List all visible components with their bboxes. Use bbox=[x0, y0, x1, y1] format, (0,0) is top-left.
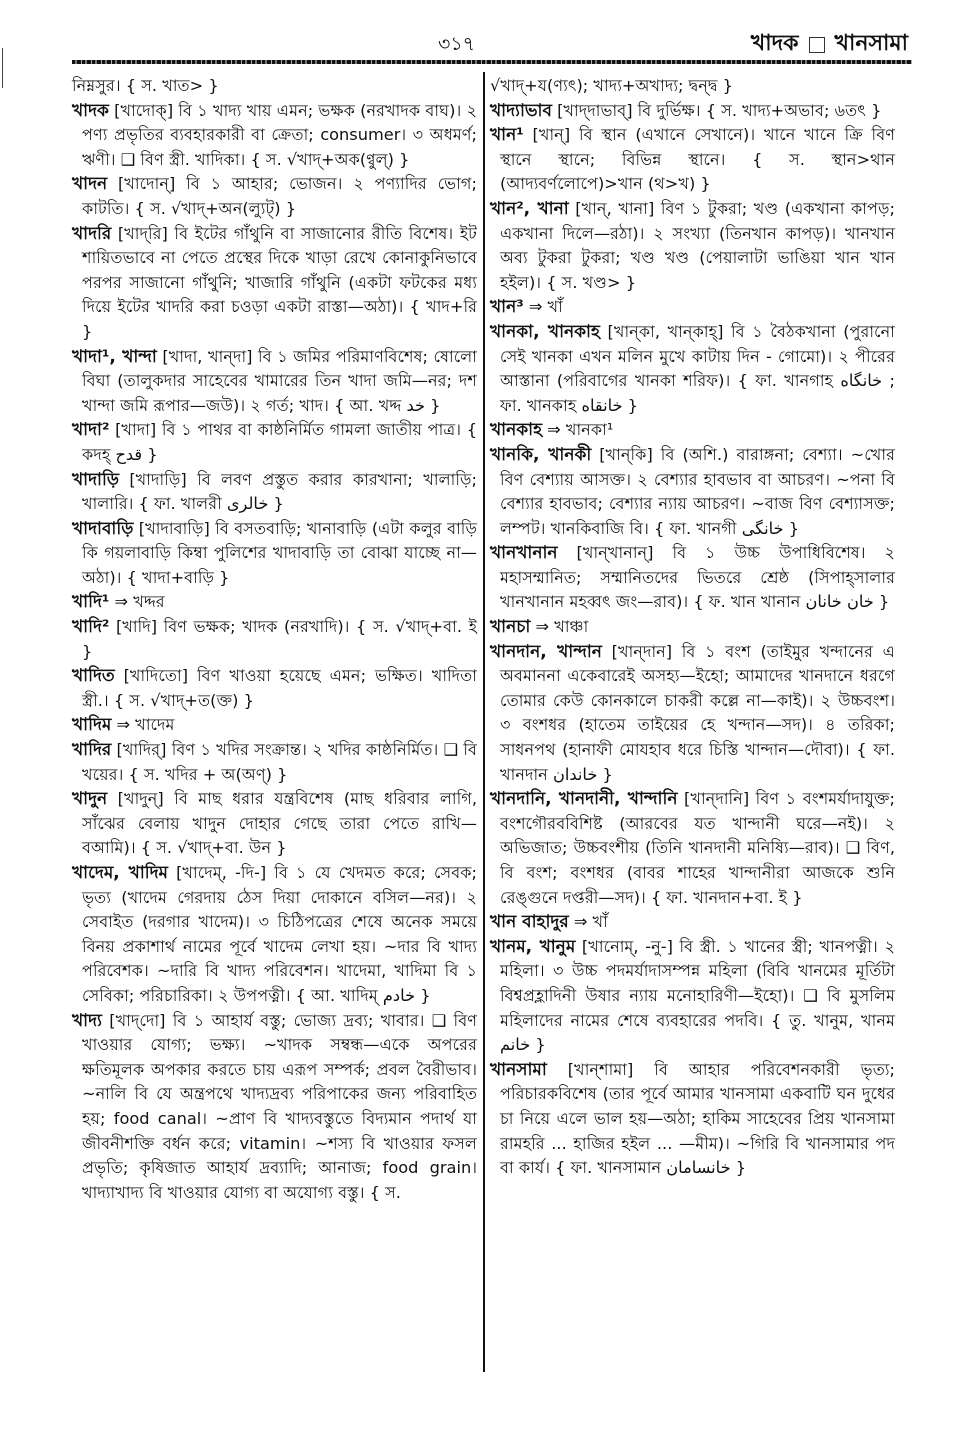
dictionary-entry bbox=[72, 345, 477, 419]
entry-definition: [খাদেম্, -দি-] বি ১ যে খেদমত করে; সেবক; ভৃত্য (খাদেম গেরদায় ঠেস দিয়া দোকানে বসিল—নর)। ২ সেবাইত (দরগার খাদেম)। ৩ চিঠিপত্রের শেষে অনেক সময়ে বিনয় প্রকাশার্থ নামের পূর্বে খাদেম লেখা হয়। ~দার বি খাদ্য পরিবেশক। ~দারি বি খাদ্য পরিবেশন। খাদেমা, খাদিমা বি ১ সেবিকা; পরিচারিকা। ২ উপপত্নী। { আ. খাদিম্ خادم } bbox=[82, 863, 477, 1005]
entry-definition: নিম্নসুর। { স. খাত> } bbox=[72, 76, 219, 95]
entry-headword: খান বাহাদুর bbox=[490, 912, 569, 933]
dictionary-entry bbox=[490, 1058, 895, 1181]
dictionary-entry bbox=[490, 418, 895, 443]
dictionary-entry bbox=[72, 861, 477, 1009]
entry-definition: [খাদোন্] বি ১ আহার; ভোজন। ২ পণ্যাদির ভোগ; কাটতি। { স. √খাদ্+অন(ল্যুট্) } bbox=[82, 174, 477, 218]
entry-headword: খাদ্যাভাব bbox=[490, 100, 552, 121]
entry-headword: খানদানি, খানদানী, খান্দানি bbox=[490, 789, 678, 810]
entry-definition: [খাদাড়ি] বি লবণ প্রস্তুত করার কারখানা; খালাড়ি; খালারি। { ফা. খালরী خالری } bbox=[82, 469, 477, 514]
dictionary-entry bbox=[490, 197, 895, 295]
dictionary-entry bbox=[72, 418, 477, 467]
entry-headword: খাদি¹ bbox=[72, 592, 110, 613]
entry-definition: [খাদুন্] বি মাছ ধরার যন্ত্রবিশেষ (মাছ ধরিবার লাগি, সাঁঝের বেলায় খাদুন দোহার গেছে তারা পেতে রাখি—বআমি)। { স. √খাদ্+বা. উন } bbox=[82, 789, 477, 858]
dictionary-entry bbox=[490, 787, 895, 910]
dictionary-entry bbox=[72, 222, 477, 345]
entry-headword: খাদা¹, খান্দা bbox=[72, 346, 157, 367]
entry-headword: খানকি, খানকী bbox=[490, 444, 592, 465]
entry-headword: খানকা, খানকাহ bbox=[490, 321, 600, 342]
left-column bbox=[72, 74, 477, 1205]
dictionary-entry bbox=[490, 640, 895, 788]
guide-word-last: খানসামা bbox=[834, 31, 908, 56]
dictionary-entry bbox=[490, 615, 895, 640]
entry-headword: খানসামা bbox=[490, 1059, 547, 1080]
entry-definition: [খাদা] বি ১ পাথর বা কাষ্ঠনির্মিত গামলা জাতীয় পাত্র। { কদহ্ قدح } bbox=[82, 420, 477, 464]
dictionary-entry bbox=[490, 910, 895, 935]
dictionary-entry bbox=[72, 713, 477, 738]
page-number: ৩১৭ bbox=[438, 33, 476, 55]
entry-definition: [খাদ্‌দো] বি ১ আহার্য বস্তু; ভোজ্য দ্রব্য; খাবার। ❑ বিণ খাওয়ার যোগ্য; ভক্ষ্য। ~খাদক সম্বন্ধ—একে অপরের ক্ষতিমূলক অপকার করতে চায় এরূপ সম্পর্ক; প্রবল বৈরীভাব। ~নালি বি যে অন্ত্রপথে খাদ্যদ্রব্য পরিপাকের জন্য পরিবাহিত হয়; food canal। ~প্রাণ বি খাদ্যবস্তুতে বিদ্যমান পদার্থ যা জীবনীশক্তি বর্ধন করে; vitamin। ~শস্য বি খাওয়ার ফসল প্রভৃতি; কৃষিজাত আহার্য দ্রব্যাদি; আনাজ; food grain। খাদ্যাখাদ্য বি খাওয়ার যোগ্য বা অযোগ্য বস্তু। { স. bbox=[82, 1010, 477, 1202]
entry-definition: ⇒ খদ্দর bbox=[109, 592, 165, 612]
running-head bbox=[751, 26, 908, 63]
entry-headword: খানকাহ bbox=[490, 420, 542, 441]
dictionary-entry bbox=[490, 295, 895, 320]
right-column bbox=[490, 74, 895, 1181]
entry-headword: খানচা bbox=[490, 617, 531, 638]
entry-definition: [খান্‌দানি] বিণ ১ বংশমর্যাদাযুক্ত; বংশগৌরববিশিষ্ট (আরবের যত খান্দানী ঘরে—নই)। ২ অভিজাত; উচ্চবংশীয় (তিনি খানদানী মনিষ্যি—রাব)। ❑ বিণ, বি বংশ; বংশধর (বাবর শাহের খান্দানীরা আজকে শুনি রেঙ্গুনে দপ্তরী—সদ)। { ফা. খানদান+বা. ই } bbox=[500, 789, 895, 907]
entry-definition: ⇒ খাদেম bbox=[111, 715, 175, 735]
column-divider bbox=[483, 72, 485, 1372]
entry-headword: খানদান, খান্দান bbox=[490, 641, 602, 662]
entry-headword: খানম, খানুম bbox=[490, 936, 576, 957]
guide-separator-icon bbox=[809, 37, 825, 53]
entry-definition: ⇒ খাঁ bbox=[568, 912, 608, 932]
entry-definition: ⇒ খাঁ bbox=[523, 297, 563, 317]
guide-word-first: খাদক bbox=[750, 31, 799, 56]
entry-headword: খাদরি bbox=[72, 223, 112, 244]
dictionary-entry bbox=[72, 615, 477, 664]
entry-headword: খাদুন bbox=[72, 789, 108, 810]
dictionary-entry bbox=[490, 935, 895, 1058]
entry-definition: [খাদি] বিণ ভক্ষক; খাদক (নরখাদি)। { স. √খাদ্+বা. ই } bbox=[82, 617, 477, 661]
dictionary-entry bbox=[72, 99, 477, 173]
entry-headword: খান³ bbox=[490, 297, 524, 318]
entry-definition: [খাদাবাড়ি] বি বসতবাড়ি; খানাবাড়ি (এটা কলুর বাড়ি কি গয়লাবাড়ি কিম্বা পুলিশের খাদাবাড়ি তা বোঝা যাচ্ছে না—অঠা)। { খাদা+বাড়ি } bbox=[82, 518, 477, 587]
page-edge-line bbox=[2, 48, 3, 88]
entry-definition: [খান্‌খানান্] বি ১ উচ্চ উপাধিবিশেষ। ২ মহাসম্মানিত; সম্মানিতদের ভিতরে শ্রেষ্ঠ (সিপাহ্‌সালার খানখানান মহব্বৎ জং—রাব)। { ফ. খান খানান خان خانان } bbox=[500, 543, 895, 612]
entry-headword: খাদিত bbox=[72, 666, 115, 687]
entry-definition: [খান্‌দান] বি ১ বংশ (তাইমুর খন্দানের এ অবমাননা একেবারেই অসহ্য—ইহো; আমাদের খানদানে ধরগে তোমার কেউ কোনকালে চাকরী কল্লে না—কাই)। ২ উচ্চবংশ। ৩ বংশধর (হাতেম তাইয়ের হে খন্দান—সদ)। ৪ তরিকা; সাধনপথ (হানাফী মোযহাব ধরে চিস্তি খান্দান—দৌবা)। { ফা. খানদান خاندان } bbox=[500, 641, 895, 784]
entry-definition: √খাদ্+য(ণ্যৎ); খাদ্য+অখাদ্য; দ্বন্দ্ব } bbox=[490, 76, 733, 95]
dictionary-entry bbox=[72, 74, 477, 99]
entry-definition: [খাদা, খান্‌দা] বি ১ জমির পরিমাণবিশেষ; ষোলো বিঘা (তালুকদার সাহেবের খামারের তিন খাদা জমি—নর; দশ খান্দা জমি রূপার—জউ)। ২ গর্ত; খাদ। { আ. খদ্দ خد } bbox=[82, 346, 477, 415]
entry-headword: খাদির bbox=[72, 740, 112, 761]
dictionary-entry bbox=[72, 1009, 477, 1206]
page-header bbox=[0, 0, 960, 66]
entry-definition: [খাদ্‌রি] বি ইটের গাঁথুনি বা সাজানোর রীতি বিশেষ। ইট শায়িতভাবে না পেতে প্রস্থের দিকে খাড়া রেখে কোনাকুনিভাবে পরপর সাজানো গাঁথুনি; খাজারি গাঁথুনি (একটা ফটকের মধ্য দিয়ে ইটের খাদরি করা চওড়া একটা রাস্তা—অঠা)। { খাদ+রি } bbox=[82, 223, 477, 341]
dictionary-entry bbox=[490, 74, 895, 99]
entry-headword: খাদাড়ি bbox=[72, 469, 119, 490]
entry-headword: খাদেম, খাদিম bbox=[72, 863, 168, 883]
entry-headword: খাদিম bbox=[72, 715, 112, 736]
entry-definition: [খান্‌কা, খান্‌কাহ্] বি ১ বৈঠকখানা (পুরানো সেই খানকা এখন মলিন মুখে কাটায় দিন - গোমো)। ২ পীরের আস্তানা (পরিবাগের খানকা শরিফ)। { ফা. খানগাহ خانگاه ; ফা. খানকাহ خانقاه } bbox=[500, 321, 895, 415]
entry-definition: [খান্, খানা] বিণ ১ টুকরা; খণ্ড (একখানা কাপড়; একখানা দিলে—রঠা)। ২ সংখ্যা (তিনখান কাপড়)। খানখান অব্য টুকরা টুকরা; খণ্ড খণ্ড (পেয়ালাটা ভাঙিয়া খান খান হইল)। { স. খণ্ড> } bbox=[500, 198, 896, 292]
entry-headword: খাদ্য bbox=[72, 1010, 102, 1031]
dictionary-entry bbox=[72, 172, 477, 221]
entry-definition: [খানোম্, -নু-] বি স্ত্রী. ১ খানের স্ত্রী; খানপত্নী। ২ মহিলা। ৩ উচ্চ পদমর্যাদাসম্পন্ন মহিলা (বিবি খানমের মূর্তিটা বিশ্বপ্রহ্লাদিনী উষার ন্যায় মনোহারিণী—ইহো)। ❑ বি মুসলিম মহিলাদের নামের শেষে ব্যবহারের পদবি। { তু. খানুম, খানম خانم } bbox=[500, 936, 895, 1055]
entry-headword: খান², খানা bbox=[490, 198, 569, 219]
entry-headword: খাদা² bbox=[72, 420, 110, 441]
entry-definition: [খান্‌কি] বি (অশি.) বারাঙ্গনা; বেশ্যা। ~খোর বিণ বেশ্যায় আসক্ত। ২ বেশ্যার হাবভাব বা আচরণ। ~পনা বি বেশ্যার হাবভাব; বেশ্যার ন্যায় আচরণ। ~বাজ বিণ বেশ্যাসক্ত; লম্পট। খানকিবাজি বি। { ফা. খানগী خانگی } bbox=[500, 444, 895, 538]
header-rule bbox=[72, 60, 912, 64]
entry-headword: খাদন bbox=[72, 174, 108, 195]
entry-headword: খানখানান bbox=[490, 543, 558, 564]
dictionary-entry bbox=[72, 738, 477, 787]
entry-headword: খাদক bbox=[72, 100, 109, 121]
dictionary-entry bbox=[490, 123, 895, 197]
entry-definition: [খান্‌শামা] বি আহার পরিবেশনকারী ভৃত্য; পরিচারকবিশেষ (তার পূর্বে আমার খানসামা একবাটি ঘন দুধের চা নিয়ে এলে ভাল হয়—অঠা; হাকিম সাহেবের প্রিয় খানসামা রামহরি ... হাজির হইল ... —মীম)। ~গিরি বি খানসামার পদ বা কার্য। { ফা. খানসামান خانسامان } bbox=[500, 1059, 895, 1178]
dictionary-entry bbox=[72, 787, 477, 861]
entry-definition: ⇒ খাঞ্চা bbox=[530, 617, 589, 637]
entry-definition: [খাদ্‌দাভাব্] বি দুর্ভিক্ষ। { স. খাদ্য+অভাব; ৬তৎ } bbox=[551, 100, 882, 120]
entry-definition: ⇒ খানকা¹ bbox=[542, 420, 614, 440]
entry-headword: খাদাবাড়ি bbox=[72, 518, 134, 539]
entry-definition: [খাদোক্] বি ১ খাদ্য খায় এমন; ভক্ষক (নরখাদক বাঘ)। ২ পণ্য প্রভৃতির ব্যবহারকারী বা ক্রেতা; consumer। ৩ অধমর্ণ; ঋণী। ❑ বিণ স্ত্রী. খাদিকা। { স. √খাদ্+অক(ণ্বুল্) } bbox=[82, 100, 477, 169]
dictionary-entry bbox=[72, 517, 477, 591]
dictionary-entry bbox=[490, 99, 895, 124]
dictionary-entry bbox=[490, 320, 895, 418]
entry-headword: খাদি² bbox=[72, 617, 110, 638]
entry-definition: [খাদির্] বিণ ১ খদির সংক্রান্ত। ২ খদির কাষ্ঠনির্মিত। ❑ বি খয়ের। { স. খদির + অ(অণ্) } bbox=[82, 740, 477, 784]
dictionary-entry bbox=[490, 541, 895, 615]
entry-definition: [খাদিতো] বিণ খাওয়া হয়েছে এমন; ভক্ষিত। খাদিতা স্ত্রী.। { স. √খাদ্+ত(ক্ত) } bbox=[82, 666, 477, 710]
entry-definition: [খান্] বি স্থান (এখানে সেখানে)। খানে খানে ক্রি বিণ স্থানে স্থানে; বিভিন্ন স্থানে। { স. স্থান>থান (আদ্যবর্ণলোপে)>খান (থ>খ) } bbox=[500, 125, 895, 194]
dictionary-entry bbox=[490, 443, 895, 541]
dictionary-entry bbox=[72, 590, 477, 615]
entry-headword: খান¹ bbox=[490, 125, 524, 146]
dictionary-entry bbox=[72, 664, 477, 713]
dictionary-entry bbox=[72, 468, 477, 517]
